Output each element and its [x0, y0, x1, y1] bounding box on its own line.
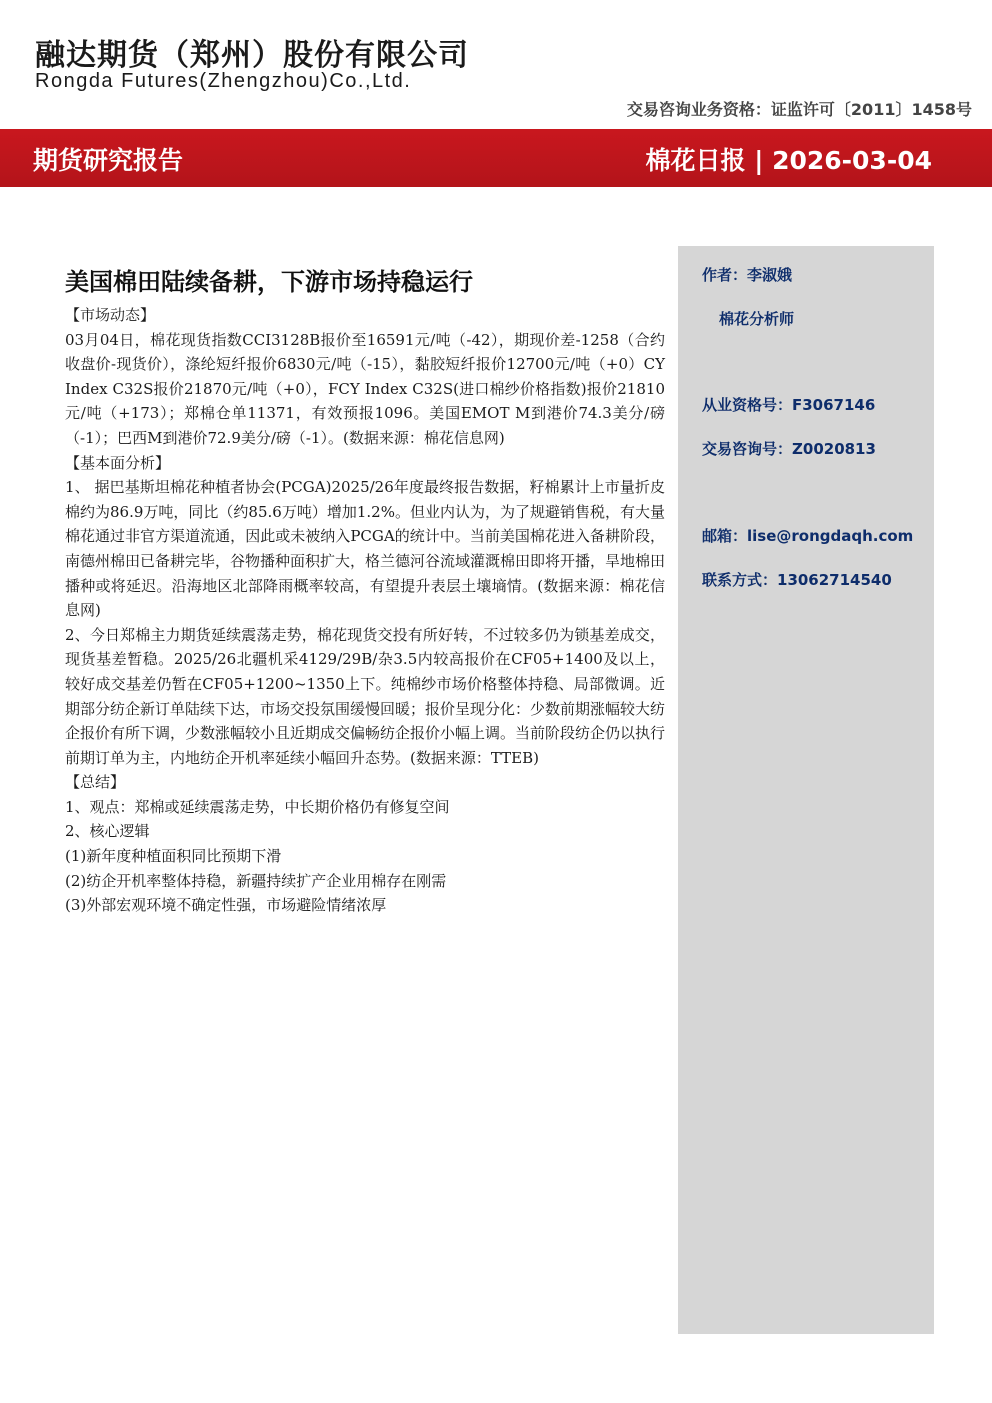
email[interactable]: 邮箱：lise@rongdaqh.com: [702, 527, 914, 545]
fundamental-paragraph-2: 2、今日郑棉主力期货延续震荡走势，棉花现货交投有所好转，不过较多仍为锁基差成交，现货基差暂稳。2025/26北疆机采4129/29B/杂3.5内较高报价在CF05+1400及以上，较好成交基差仍暂在CF05+1200~1350上下。纯棉纱市场价格整体持稳、局部微调。近期部分纺企新订单陆续下达，市场交投氛围缓慢回暖；报价呈现分化：少数前期涨幅较大纺企报价有所下调，少数涨幅较小且近期成交偏畅纺企报价小幅上调。当前阶段纺企仍以执行前期订单为主，内地纺企开机率延续小幅回升态势。(数据来源：TTEB): [65, 625, 666, 767]
consult-number: 交易咨询号：Z0020813: [702, 440, 876, 458]
summary-line-1: 1、观点：郑棉或延续震荡走势，中长期价格仍有修复空间: [65, 797, 450, 816]
report-title-date: 棉花日报 | 2026-03-04: [645, 146, 932, 175]
report-type: 期货研究报告: [33, 146, 184, 175]
market-heading: 【市场动态】: [65, 306, 156, 324]
summary-line-3: (1)新年度种植面积同比预期下滑: [65, 847, 282, 866]
license-number: 从业资格号：F3067146: [702, 396, 876, 414]
fundamental-heading: 【基本面分析】: [65, 453, 171, 472]
author-name: 作者：李淑娥: [702, 266, 793, 284]
phone: 联系方式：13062714540: [702, 571, 892, 589]
company-name-cn: 融达期货（郑州）股份有限公司: [35, 38, 469, 73]
market-text: 03月04日，棉花现货指数CCI3128B报价至16591元/吨（-42），期现价差-1258（合约收盘价-现货价），涤纶短纤报价6830元/吨（-15），黏胶短纤报价12700元/吨（+0）CY Index C32S报价21870元/吨（+0），FCY Index C32S(进口棉纱价格指数)报价21810元/吨（+173）；郑棉仓单11371，有效预报1096。美国EMOT M到港价74.3美分/磅（-1）；巴西M到港价72.9美分/磅（-1）。(数据来源：棉花信息网): [65, 330, 665, 447]
author-sidebar: [678, 246, 934, 1334]
fundamental-paragraph-1: 1、 据巴基斯坦棉花种植者协会(PCGA)2025/26年度最终报告数据，籽棉累计上市量折皮棉约为86.9万吨，同比（约85.6万吨）增加1.2%。但业内认为，为了规避销售税，有大量棉花通过非官方渠道流通，因此或未被纳入PCGA的统计中。当前美国棉花进入备耕阶段，南德州棉田已备耕完毕，谷物播种面积扩大，格兰德河谷流域灌溉棉田即将开播，旱地棉田播种或将延迟。沿海地区北部降雨概率较高，有望提升表层土壤墒情。(数据来源：棉花信息网): [65, 478, 666, 620]
report-banner: [0, 129, 992, 187]
summary-line-4: (2)纺企开机率整体持稳，新疆持续扩产企业用棉存在刚需: [65, 871, 447, 890]
company-name-en: Rongda Futures(Zhengzhou)Co.,Ltd.: [35, 70, 412, 92]
article-title: 美国棉田陆续备耕，下游市场持稳运行: [65, 268, 473, 296]
summary-line-5: (3)外部宏观环境不确定性强，市场避险情绪浓厚: [65, 896, 387, 915]
summary-heading: 【总结】: [65, 773, 126, 792]
qualification-text: 交易咨询业务资格：证监许可〔2011〕1458号: [626, 100, 972, 119]
summary-line-2: 2、核心逻辑: [65, 822, 150, 841]
article-body: [65, 262, 665, 918]
author-role: 棉花分析师: [719, 310, 795, 328]
